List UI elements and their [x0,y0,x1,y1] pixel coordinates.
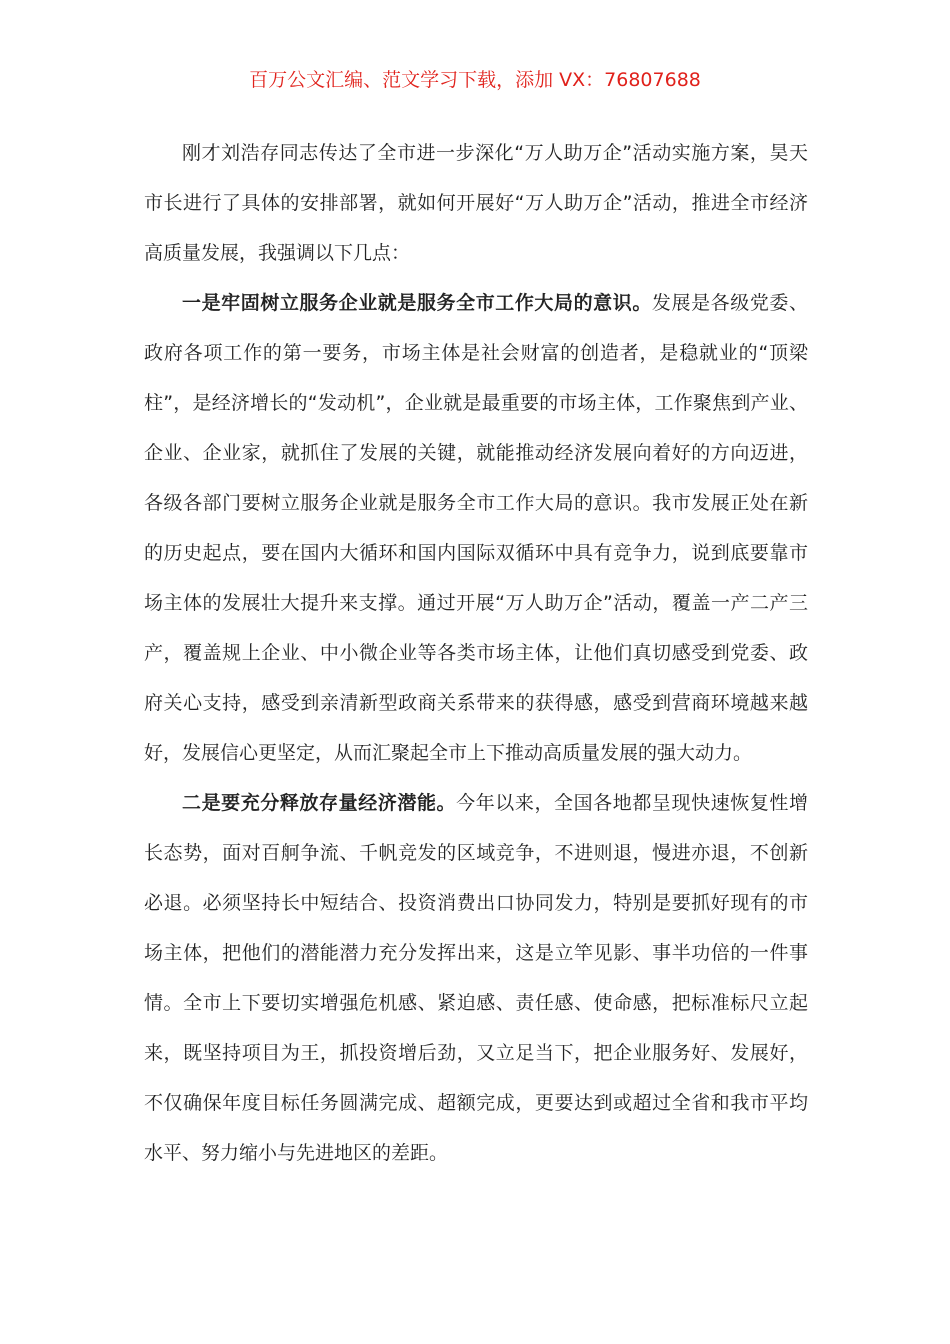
point-one-paragraph [144,278,808,778]
point-one-text: 发展是各级党委、政府各项工作的第一要务，市场主体是社会财富的创造者，是稳就业的“顶梁柱”，是经济增长的“发动机”，企业就是最重要的市场主体，工作聚焦到产业、企业、企业家，就抓住了发展的关键，就能推动经济发展向着好的方向迈进，各级各部门要树立服务企业就是服务全市工作大局的意识。我市发展正处在新的历史起点，要在国内大循环和国内国际双循环中具有竞争力，说到底要靠市场主体的发展壮大提升来支撑。通过开展“万人助万企”活动，覆盖一产二产三产，覆盖规上企业、中小微企业等各类市场主体，让他们真切感受到党委、政府关心支持，感受到亲清新型政商关系带来的获得感，感受到营商环境越来越好，发展信心更坚定，从而汇聚起全市上下推动高质量发展的强大动力。 [144,292,808,764]
intro-paragraph: 刚才刘浩存同志传达了全市进一步深化“万人助万企”活动实施方案，昊天市长进行了具体的安排部署，就如何开展好“万人助万企”活动，推进全市经济高质量发展，我强调以下几点： [144,142,808,264]
point-two-lead: 二是要充分释放存量经济潜能。 [182,792,457,814]
promo-header: 百万公文汇编、范文学习下载，添加 VX：76807688 [249,69,701,91]
point-two-paragraph [144,778,808,1178]
point-one-lead: 一是牢固树立服务企业就是服务全市工作大局的意识。 [182,292,652,314]
document-body [144,128,808,1178]
point-two-text: 今年以来，全国各地都呈现快速恢复性增长态势，面对百舸争流、千帆竞发的区域竞争，不进则退，慢进亦退，不创新必退。必须坚持长中短结合、投资消费出口协同发力，特别是要抓好现有的市场主体，把他们的潜能潜力充分发挥出来，这是立竿见影、事半功倍的一件事情。全市上下要切实增强危机感、紧迫感、责任感、使命感，把标准标尺立起来，既坚持项目为王，抓投资增后劲，又立足当下，把企业服务好、发展好，不仅确保年度目标任务圆满完成、超额完成，更要达到或超过全省和我市平均水平、努力缩小与先进地区的差距。 [144,792,808,1164]
